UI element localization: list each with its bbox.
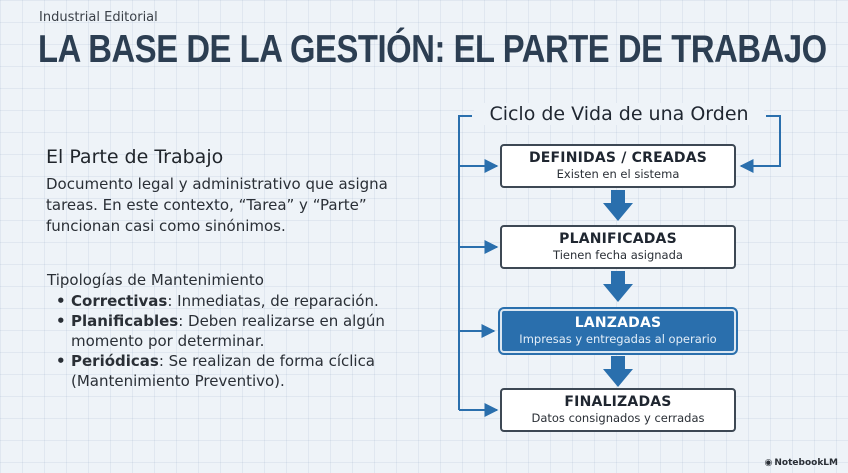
definition-text: Documento legal y administrativo que asigna tareas. En este contexto, “Tarea” y “Parte” funcionan casi como sinónimos. — [46, 175, 388, 235]
stage-title: LANZADAS — [574, 315, 662, 331]
lifecycle-title: Ciclo de Vida de una Orden — [474, 103, 764, 125]
left-bracket-line — [459, 116, 472, 410]
kicker-label: Industrial Editorial — [39, 10, 158, 25]
stage-subtitle: Existen en el sistema — [556, 167, 680, 181]
stage-subtitle: Datos consignados y cerradas — [531, 411, 705, 425]
stage-definidas — [500, 144, 736, 188]
typology-term: Planificables — [71, 312, 179, 330]
notebooklm-logo — [765, 458, 838, 468]
down-arrow-1 — [603, 190, 633, 221]
stage-title: DEFINIDAS / CREADAS — [528, 150, 708, 166]
notebooklm-logo-icon: ◉ — [764, 458, 773, 468]
stage-title: PLANIFICADAS — [559, 231, 677, 247]
typology-term: Correctivas — [71, 292, 168, 310]
logo-text: NotebookLM — [774, 458, 838, 468]
stage-subtitle: Impresas y entregadas al operario — [519, 332, 717, 346]
definition-heading: El Parte de Trabajo — [46, 146, 224, 168]
typology-term: Periódicas — [71, 352, 159, 370]
stage-planificadas — [500, 225, 736, 269]
page-title: LA BASE DE LA GESTIÓN: EL PARTE DE TRABAJO — [38, 28, 827, 71]
typology-desc: : Deben realizarse en algún momento por determinar. — [71, 312, 385, 350]
stage-title: FINALIZADAS — [564, 394, 672, 410]
stage-finalizadas — [500, 388, 736, 432]
down-arrow-2 — [603, 271, 633, 302]
stage-subtitle: Tienen fecha asignada — [553, 248, 683, 262]
typologies-heading: Tipologías de Mantenimiento — [47, 271, 264, 289]
stage-lanzadas — [500, 309, 736, 353]
typology-desc: : Se realizan de forma cíclica (Mantenimiento Preventivo). — [71, 352, 376, 390]
typology-desc: : Inmediatas, de reparación. — [167, 292, 379, 310]
down-arrow-3 — [603, 356, 633, 387]
